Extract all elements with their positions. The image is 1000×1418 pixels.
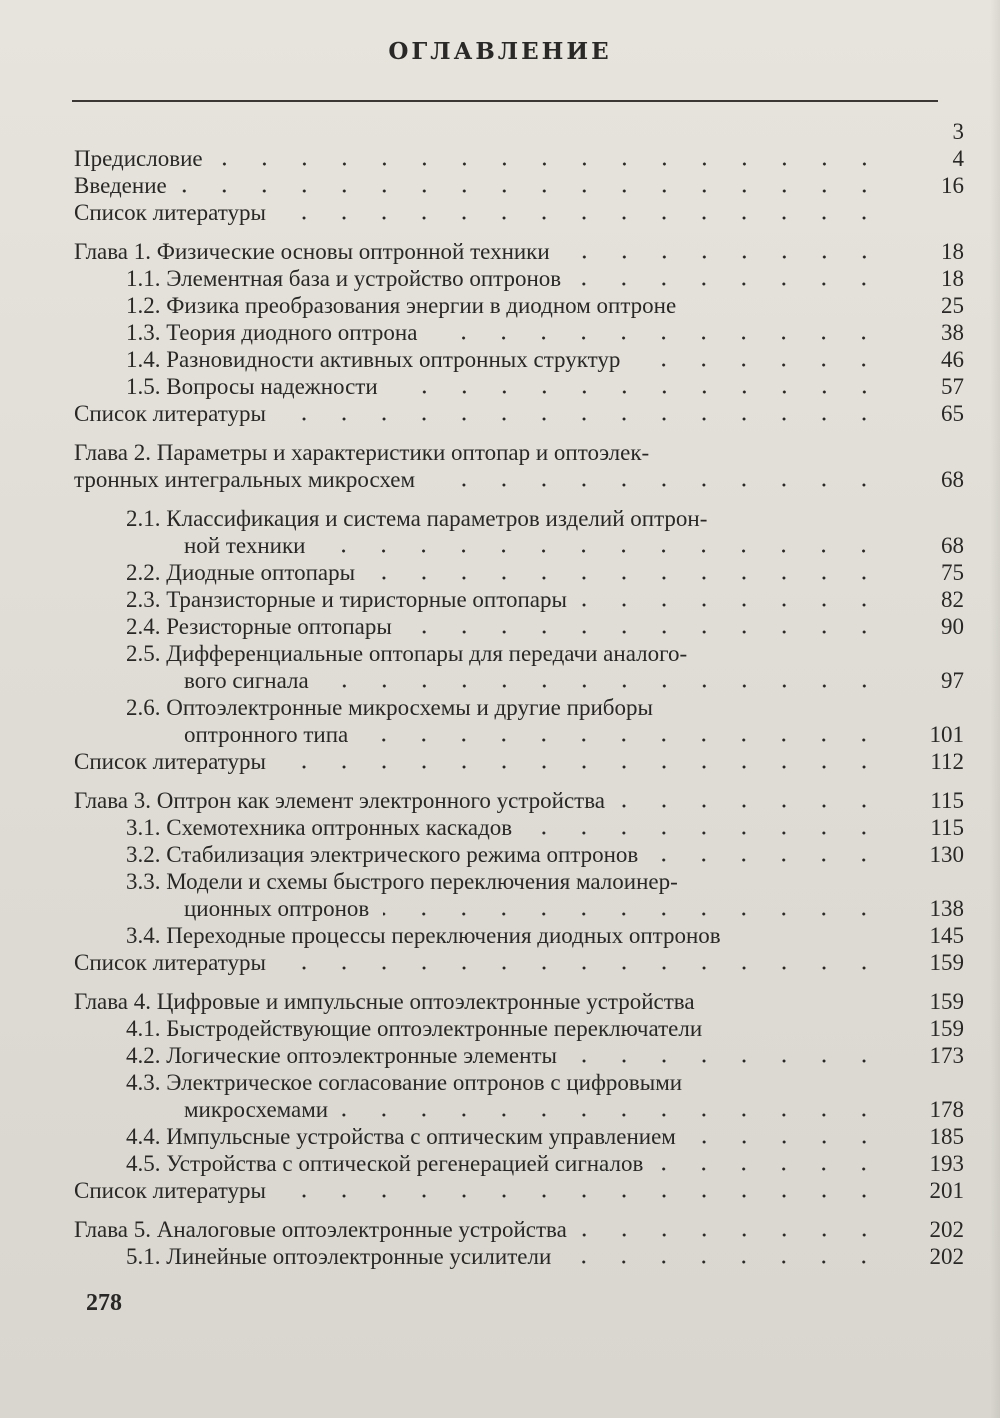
toc-entry (74, 988, 964, 1015)
toc-entry-title: 5.1. Линейные оптоэлектронные усилители (126, 1244, 552, 1269)
toc-entry-page: 201 (929, 1178, 964, 1203)
dot-leader (690, 1139, 884, 1145)
toc-entry-title: микросхемами (184, 1097, 329, 1122)
toc-entry-page: 25 (941, 293, 964, 318)
toc-entry-title: ционных оптронов (184, 896, 370, 921)
toc-entry-title: 4.3. Электрическое согласование оптронов с цифровыми (126, 1070, 683, 1095)
toc-entry-page: 38 (941, 320, 964, 345)
toc-entry-page: 202 (929, 1217, 964, 1242)
toc-entry (74, 439, 964, 466)
dot-leader (571, 1058, 884, 1064)
toc-entry-page: 130 (929, 842, 964, 867)
dot-leader (581, 602, 884, 608)
toc-entry-title: Список литературы (74, 1178, 266, 1203)
dot-leader (323, 683, 884, 689)
toc-entry (74, 1042, 964, 1069)
table-of-contents (74, 118, 964, 1270)
toc-entry (74, 172, 964, 199)
toc-entry-title: Глава 1. Физические основы оптронной техники (74, 239, 550, 264)
toc-entry-page: 173 (929, 1043, 964, 1068)
toc-entry-title: Список литературы (74, 401, 266, 426)
toc-entry-title: 1.5. Вопросы надежности (126, 374, 378, 399)
dot-leader (652, 857, 884, 863)
toc-entry-title: 1.1. Элементная база и устройство оптронов (126, 266, 562, 291)
toc-entry-title: 1.3. Теория диодного оптрона (126, 320, 418, 345)
toc-entry (74, 292, 964, 319)
toc-entry-title: оптронного типа (184, 722, 349, 747)
toc-entry-title: Глава 5. Аналоговые оптоэлектронные устройства (74, 1217, 567, 1242)
toc-entry-page: 18 (941, 266, 964, 291)
page-number: 278 (86, 1290, 122, 1316)
toc-entry (74, 118, 964, 145)
toc-entry-page: 16 (941, 173, 964, 198)
toc-entry-title: 2.6. Оптоэлектронные микросхемы и другие приборы (126, 695, 653, 720)
toc-entry (74, 586, 964, 613)
toc-entry-page: 3 (952, 119, 964, 144)
toc-entry (74, 1216, 964, 1243)
toc-entry-page: 145 (929, 923, 964, 948)
toc-entry (74, 400, 964, 427)
toc-entry (74, 466, 964, 493)
dot-leader (342, 1112, 884, 1118)
toc-entry-title: ной техники (184, 533, 306, 558)
dot-leader (406, 629, 884, 635)
toc-entry-title: Список литературы (74, 200, 266, 225)
toc-entry-title: 4.4. Импульсные устройства с оптическим управлением (126, 1124, 676, 1149)
dot-leader (280, 1193, 884, 1199)
toc-entry-page: 112 (930, 749, 964, 774)
toc-entry-page: 57 (941, 374, 964, 399)
toc-entry (74, 667, 964, 694)
dot-leader (383, 911, 884, 917)
toc-entry-page: 4 (952, 146, 964, 171)
toc-entry (74, 199, 964, 226)
toc-entry-page: 115 (930, 788, 964, 813)
toc-entry-page: 193 (929, 1151, 964, 1176)
toc-entry-title: 2.5. Дифференциальные оптопары для передачи аналого- (126, 641, 688, 666)
dot-leader (619, 803, 884, 809)
toc-entry-page: 75 (941, 560, 964, 585)
toc-entry-page: 159 (929, 950, 964, 975)
toc-entry (74, 640, 964, 667)
toc-entry (74, 145, 964, 172)
toc-entry (74, 532, 964, 559)
toc-entry-title: 2.2. Диодные оптопары (126, 560, 356, 585)
toc-entry (74, 1015, 964, 1042)
toc-entry-page: 82 (941, 587, 964, 612)
dot-leader (564, 254, 884, 260)
dot-leader (369, 575, 884, 581)
toc-entry-title: Глава 4. Цифровые и импульсные оптоэлектронные устройства (74, 989, 695, 1014)
toc-entry-title: Список литературы (74, 950, 266, 975)
toc-entry-page: 185 (929, 1124, 964, 1149)
toc-entry (74, 265, 964, 292)
toc-entry (74, 559, 964, 586)
toc-entry-page: 68 (941, 467, 964, 492)
toc-entry-title: Список литературы (74, 749, 266, 774)
dot-leader (392, 389, 884, 395)
toc-entry-title: 3.1. Схемотехника оптронных каскадов (126, 815, 513, 840)
toc-entry (74, 613, 964, 640)
page-title: ОГЛАВЛЕНИЕ (388, 38, 612, 65)
toc-entry-title: 4.1. Быстродействующие оптоэлектронные переключатели (126, 1016, 703, 1041)
toc-entry-title: Предисловие (74, 146, 203, 171)
dot-leader (581, 1232, 884, 1238)
toc-entry-title: Глава 3. Оптрон как элемент электронного устройства (74, 788, 605, 813)
toc-entry-page: 18 (941, 239, 964, 264)
toc-entry-page: 159 (929, 1016, 964, 1041)
toc-entry (74, 787, 964, 814)
toc-entry-page: 65 (941, 401, 964, 426)
toc-entry (74, 949, 964, 976)
toc-entry-page: 68 (941, 533, 964, 558)
toc-entry-page: 90 (941, 614, 964, 639)
dot-leader (319, 548, 884, 554)
dot-leader (526, 830, 884, 836)
toc-entry-page: 115 (930, 815, 964, 840)
toc-entry-page: 202 (929, 1244, 964, 1269)
toc-entry-page: 101 (929, 722, 964, 747)
dot-leader (280, 764, 884, 770)
dot-leader (362, 737, 884, 743)
dot-leader (217, 161, 884, 167)
toc-entry (74, 1069, 964, 1096)
toc-entry-title: 2.1. Классификация и система параметров изделий оптрон- (126, 506, 708, 531)
toc-entry-page: 46 (941, 347, 964, 372)
toc-entry-title: 3.2. Стабилизация электрического режима оптронов (126, 842, 639, 867)
dot-leader (429, 482, 884, 488)
toc-entry (74, 1150, 964, 1177)
dot-leader (280, 416, 884, 422)
toc-entry (74, 346, 964, 373)
toc-entry-page: 138 (929, 896, 964, 921)
dot-leader (565, 1259, 884, 1265)
toc-entry (74, 748, 964, 775)
toc-entry-title: 2.4. Резисторные оптопары (126, 614, 392, 639)
dot-leader (634, 362, 884, 368)
page-shadow (990, 0, 1000, 1418)
toc-entry-title: 1.4. Разновидности активных оптронных структур (126, 347, 621, 372)
toc-entry-title: Глава 2. Параметры и характеристики оптопар и оптоэлек- (74, 440, 650, 465)
toc-entry (74, 373, 964, 400)
toc-entry (74, 922, 964, 949)
toc-entry-title: 3.4. Переходные процессы переключения диодных оптронов (126, 923, 721, 948)
title-rule (72, 100, 938, 102)
dot-leader (575, 281, 884, 287)
toc-entry (74, 1243, 964, 1270)
toc-entry-title: 2.3. Транзисторные и тиристорные оптопары (126, 587, 567, 612)
toc-entry-title: 4.2. Логические оптоэлектронные элементы (126, 1043, 557, 1068)
toc-entry-title: вого сигнала (184, 668, 309, 693)
toc-entry-title: 1.2. Физика преобразования энергии в диодном оптроне (126, 293, 677, 318)
toc-entry (74, 238, 964, 265)
toc-entry (74, 505, 964, 532)
dot-leader (280, 215, 884, 221)
toc-entry (74, 721, 964, 748)
dot-leader (431, 335, 884, 341)
toc-entry-title: Введение (74, 173, 167, 198)
toc-entry-page: 178 (929, 1097, 964, 1122)
toc-entry (74, 1123, 964, 1150)
toc-entry-title: 3.3. Модели и схемы быстрого переключения малоинер- (126, 869, 678, 894)
toc-entry (74, 319, 964, 346)
toc-entry (74, 841, 964, 868)
toc-entry (74, 1177, 964, 1204)
toc-entry-title: тронных интегральных микросхем (74, 467, 416, 492)
dot-leader (181, 188, 884, 194)
toc-entry (74, 814, 964, 841)
toc-entry (74, 868, 964, 895)
toc-entry-title: 4.5. Устройства с оптической регенерацией сигналов (126, 1151, 644, 1176)
toc-entry (74, 895, 964, 922)
toc-entry-page: 159 (929, 989, 964, 1014)
toc-entry (74, 1096, 964, 1123)
dot-leader (657, 1166, 884, 1172)
toc-entry (74, 694, 964, 721)
toc-entry-page: 97 (941, 668, 964, 693)
dot-leader (280, 965, 884, 971)
